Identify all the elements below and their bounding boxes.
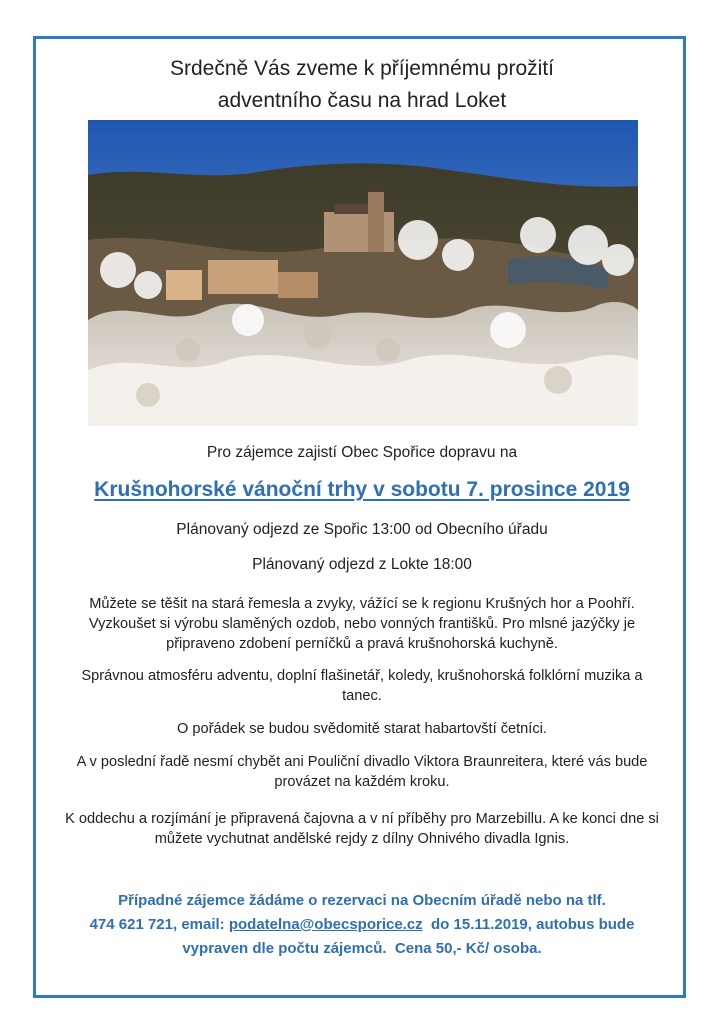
reservation-line-1: Případné zájemce žádáme o rezervaci na Obecním úřadě nebo na tlf. — [118, 892, 606, 909]
paragraph-atmosphere — [50, 666, 674, 706]
paragraph-line: provázet na každém kroku. — [274, 774, 450, 790]
paragraph-line: K oddechu a rozjímání je připravená čajovna a v ní příběhy pro Marzebillu. A ke konci dne si — [65, 811, 659, 827]
paragraph-line: můžete vychutnat andělské rejdy z dílny Ohnivého divadla Ignis. — [154, 831, 570, 847]
paragraph-line: Vyzkoušet si výrobu slaměných ozdob, nebo vonných františků. Pro mlsné jazýčky je — [88, 616, 636, 632]
paragraph-line: tanec. — [342, 688, 382, 704]
castle-landscape-illustration — [88, 120, 638, 426]
paragraph-street-theatre — [50, 752, 674, 792]
paragraph-line: připraveno zdobení perníčků a pravá krušnohorská kuchyně. — [166, 636, 558, 652]
reservation-info — [40, 889, 684, 961]
paragraph-line: Správnou atmosféru adventu, doplní flašinetář, koledy, krušnohorská folklórní muzika a — [81, 668, 643, 684]
paragraph-gendarmes — [50, 719, 674, 739]
event-title: Krušnohorské vánoční trhy v sobotu 7. prosince 2019 — [94, 478, 630, 501]
paragraph-crafts — [50, 594, 674, 654]
reservation-line-3: vypraven dle počtu zájemců. Cena 50,- Kč/ osoba. — [182, 940, 542, 957]
departure-sporice: Plánovaný odjezd ze Spořic 13:00 od Obecního úřadu — [176, 521, 548, 538]
email-link[interactable]: podatelna@obecsporice.cz — [228, 916, 423, 933]
paragraph-line: A v poslední řadě nesmí chybět ani Pouliční divadlo Viktora Braunreitera, které vás bude — [76, 754, 648, 770]
headline-line-1: Srdečně Vás zveme k příjemnému prožití — [170, 57, 554, 80]
loket-castle-winter-photo — [88, 120, 638, 426]
transport-intro: Pro zájemce zajistí Obec Spořice dopravu na — [206, 444, 518, 461]
reservation-line-2: 474 621 721, email: podatelna@obecsporice.cz do 15.11.2019, autobus bude — [89, 916, 635, 933]
paragraph-tea-room — [50, 809, 674, 849]
headline-line-2: adventního času na hrad Loket — [217, 89, 507, 112]
paragraph-line: O pořádek se budou svědomitě starat habartovští četníci. — [177, 721, 547, 737]
departure-loket: Plánovaný odjezd z Lokte 18:00 — [252, 556, 472, 573]
paragraph-line: Můžete se těšit na stará řemesla a zvyky, vážící se k regionu Krušných hor a Poohří. — [89, 596, 635, 612]
